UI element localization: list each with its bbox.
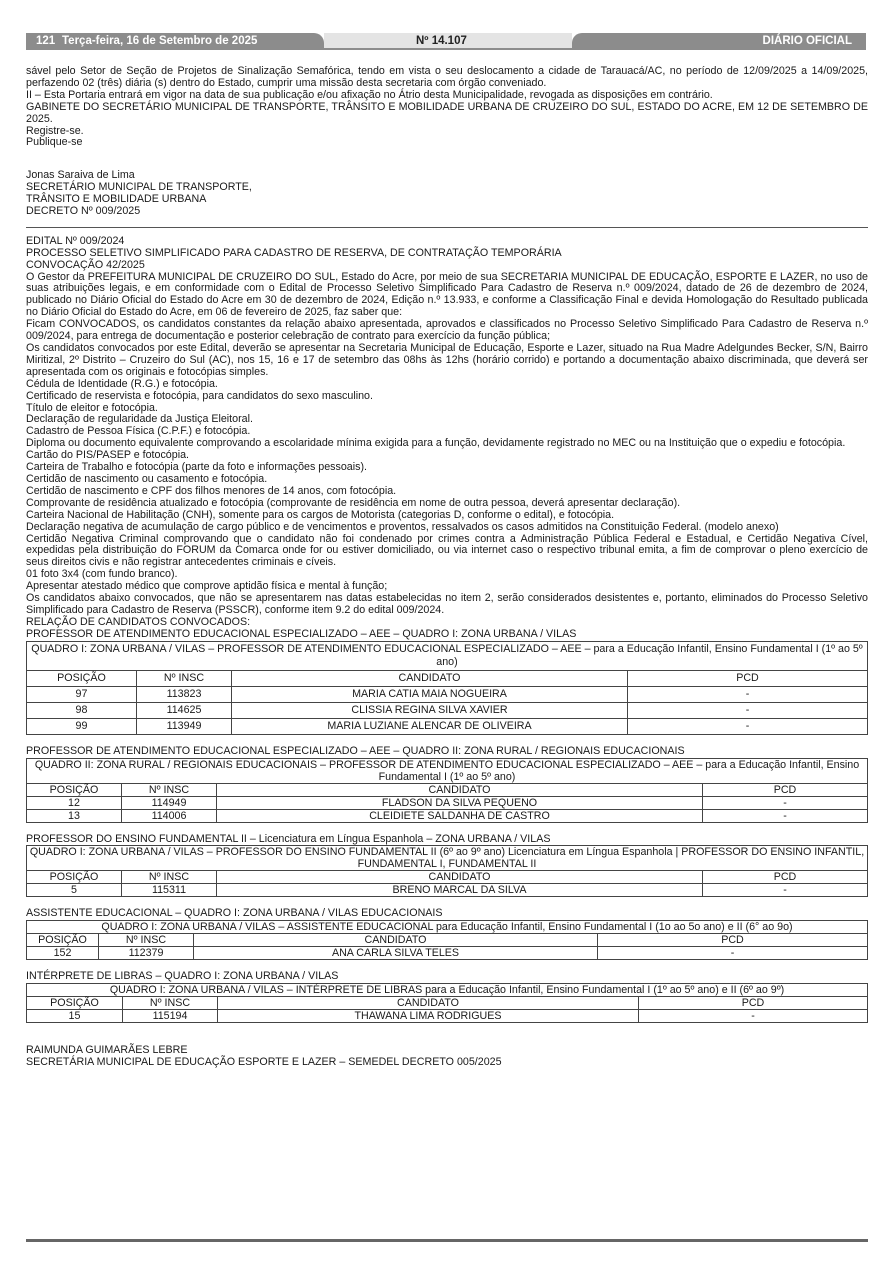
table-cell: 99: [27, 718, 137, 734]
candidate-table: [26, 641, 868, 735]
column-header: Nº INSC: [123, 997, 218, 1010]
table-row: [27, 1010, 868, 1023]
table-cell: 152: [27, 947, 99, 960]
table-cell: -: [703, 884, 868, 897]
table-cell: ANA CARLA SILVA TELES: [194, 947, 598, 960]
table-cell: 12: [27, 796, 122, 809]
edital-paragraph: Diploma ou documento equivalente comprovando a escolaridade mínima exigida para a função, devidamente registrado no MEC ou na Instituição que o expediu e fotocópia.: [26, 437, 846, 450]
publication-name: DIÁRIO OFICIAL: [762, 35, 852, 47]
section-heading: PROFESSOR DE ATENDIMENTO EDUCACIONAL ESPECIALIZADO – AEE – QUADRO II: ZONA RURAL / REGIONAIS EDUCACIONAIS: [26, 744, 685, 757]
candidate-table: [26, 983, 868, 1023]
table-cell: -: [598, 947, 868, 960]
table-header-row: [27, 871, 868, 884]
edital-paragraph: RELAÇÃO DE CANDIDATOS CONVOCADOS:: [26, 615, 251, 628]
table-cell: MARIA LUZIANE ALENCAR DE OLIVEIRA: [232, 718, 628, 734]
table-caption: QUADRO II: ZONA RURAL / REGIONAIS EDUCACIONAIS – PROFESSOR DE ATENDIMENTO EDUCACIONAL ESPECIALIZADO – AEE – para a Educação Infantil, Ensino Fundamental I (1º ao 5º ano): [27, 758, 868, 783]
column-header: Nº INSC: [122, 783, 217, 796]
page-content: [26, 66, 868, 1069]
table-cell: 15: [27, 1010, 123, 1023]
table-cell: 113823: [137, 686, 232, 702]
edital-paragraph: Carteira Nacional de Habilitação (CNH), somente para os cargos de Motorista (categorias D, conforme o edital), e fotocópia.: [26, 508, 615, 521]
issue-number: Nº 14.107: [416, 35, 467, 47]
table-caption: QUADRO I: ZONA URBANA / VILAS – INTÉRPRETE DE LIBRAS para a Educação Infantil, Ensino Fundamental I (1º ao 5º ano) e II (6º ao 9º): [27, 984, 868, 997]
edital-paragraph: Declaração negativa de acumulação de cargo público e de vencimentos e proventos, ressalvados os casos admitidos na Constituição Federal. (modelo anexo): [26, 520, 779, 533]
edital-paragraph: PROCESSO SELETIVO SIMPLIFICADO PARA CADASTRO DE RESERVA, DE CONTRATAÇÃO TEMPORÁRIA: [26, 246, 562, 259]
edital-block: [26, 236, 868, 629]
edital-paragraph: Título de eleitor e fotocópia.: [26, 401, 158, 414]
page-number: 121: [36, 35, 56, 47]
table-row: [27, 702, 868, 718]
candidate-table: [26, 920, 868, 960]
table-cell: -: [703, 809, 868, 822]
table-header-row: [27, 997, 868, 1010]
column-header: Nº INSC: [137, 670, 232, 686]
edital-paragraph: Certidão de nascimento ou casamento e fotocópia.: [26, 472, 268, 485]
section-divider: [26, 227, 868, 228]
edital-paragraph: CONVOCAÇÃO 42/2025: [26, 258, 145, 271]
closing-signature-title: SECRETÁRIA MUNICIPAL DE EDUCAÇÃO ESPORTE E LAZER – SEMEDEL DECRETO 005/2025: [26, 1056, 502, 1069]
table-cell: 113949: [137, 718, 232, 734]
signature-line: TRÂNSITO E MOBILIDADE URBANA: [26, 193, 207, 206]
table-cell: -: [628, 718, 868, 734]
edital-paragraph: Os candidatos convocados por este Edital, deverão se apresentar na Secretaria Municipal de Educação, Esporte e Lazer, situado na Rua Madre Adelgundes Becker, S/N, Bairro Miritizal, 2º Distrito – Cruzeiro do Sul (AC), nos 15, 16 e 17 de setembro das 08hs às 12hs (horário corrido) e portando a documentação abaixo discriminada, que deverá ser apresentada com os originais e fotocópias simples.: [26, 342, 868, 378]
table-cell: 114625: [137, 702, 232, 718]
closing-signature-name: RAIMUNDA GUIMARÃES LEBRE: [26, 1044, 188, 1057]
edital-paragraph: Declaração de regularidade da Justiça Eleitoral.: [26, 413, 253, 426]
paragraph: Registre-se.: [26, 124, 84, 137]
column-header: PCD: [639, 997, 868, 1010]
table-row: [27, 796, 868, 809]
portaria-block: [26, 66, 868, 218]
column-header: PCD: [628, 670, 868, 686]
table-cell: 114949: [122, 796, 217, 809]
table-caption: QUADRO I: ZONA URBANA / VILAS – PROFESSOR DE ATENDIMENTO EDUCACIONAL ESPECIALIZADO – AEE – para a Educação Infantil, Ensino Fundamental I (1º ao 5º ano): [27, 641, 868, 670]
bottom-rule: [26, 1239, 868, 1242]
candidate-sections: [26, 629, 868, 1035]
table-cell: -: [703, 796, 868, 809]
edital-paragraph: O Gestor da PREFEITURA MUNICIPAL DE CRUZEIRO DO SUL, Estado do Acre, por meio de sua SECRETARIA MUNICIPAL DE EDUCAÇÃO, ESPORTE E LAZER, no uso de suas atribuições legais, e em conformidade com o Edital de Processo Seletivo Simplificado Para Cadastro de Reserva n.º 009/2024, datado de 26 de dezembro de 2024, publicado no Diário Oficial do Estado do Acre em 30 de dezembro de 2024, Edição n.º 13.933, e conforme a Classificação Final e devida Homologação do Resultado publicada no Diário Oficial do Estado do Acre, em 06 de fevereiro de 2025, faz saber que:: [26, 270, 868, 319]
edital-paragraph: Comprovante de residência atualizado e fotocópia (comprovante de residência em nome de outra pessoa, deverá apresentar declaração).: [26, 496, 681, 509]
column-header: Nº INSC: [122, 871, 217, 884]
edital-paragraph: EDITAL Nº 009/2024: [26, 234, 125, 247]
edital-paragraph: Cadastro de Pessoa Física (C.P.F.) e fotocópia.: [26, 425, 251, 438]
column-header: CANDIDATO: [232, 670, 628, 686]
section-heading: PROFESSOR DE ATENDIMENTO EDUCACIONAL ESPECIALIZADO – AEE – QUADRO I: ZONA URBANA / VILAS: [26, 627, 577, 640]
edital-paragraph: Certidão de nascimento e CPF dos filhos menores de 14 anos, com fotocópia.: [26, 484, 397, 497]
edital-paragraph: Apresentar atestado médico que comprove aptidão física e mental à função;: [26, 580, 388, 593]
column-header: PCD: [703, 783, 868, 796]
table-row: [27, 718, 868, 734]
table-header-row: [27, 670, 868, 686]
column-header: PCD: [598, 934, 868, 947]
section-heading: ASSISTENTE EDUCACIONAL – QUADRO I: ZONA URBANA / VILAS EDUCACIONAIS: [26, 907, 443, 920]
edital-paragraph: Carteira de Trabalho e fotocópia (parte da foto e informações pessoais).: [26, 461, 368, 474]
column-header: POSIÇÃO: [27, 670, 137, 686]
column-header: POSIÇÃO: [27, 934, 99, 947]
table-cell: CLISSIA REGINA SILVA XAVIER: [232, 702, 628, 718]
page-header: [26, 33, 866, 50]
paragraph: II – Esta Portaria entrará em vigor na data de sua publicação e/ou afixação no Átrio desta Municipalidade, revogada as disposições em contrário.: [26, 88, 713, 101]
column-header: POSIÇÃO: [27, 871, 122, 884]
paragraph: Publique-se: [26, 136, 83, 149]
column-header: CANDIDATO: [217, 871, 703, 884]
signature-line: DECRETO Nº 009/2025: [26, 204, 141, 217]
paragraph: GABINETE DO SECRETÁRIO MUNICIPAL DE TRANSPORTE, TRÂNSITO E MOBILIDADE URBANA DE CRUZEIRO DO SUL, ESTADO DO ACRE, EM 12 DE SETEMBRO DE 2025.: [26, 100, 868, 125]
edital-paragraph: Cartão do PIS/PASEP e fotocópia.: [26, 449, 189, 462]
table-row: [27, 686, 868, 702]
edital-paragraph: Os candidatos abaixo convocados, que não se apresentarem nas datas estabelecidas no item 2, serão considerados desistentes e, portanto, eliminados do Processo Seletivo Simplificado para Cadastro de Reserva (PSSCR), conforme item 9.2 do edital 009/2024.: [26, 592, 868, 616]
table-cell: 114006: [122, 809, 217, 822]
table-cell: CLEIDIETE SALDANHA DE CASTRO: [217, 809, 703, 822]
table-cell: FLADSON DA SILVA PEQUENO: [217, 796, 703, 809]
table-cell: -: [628, 702, 868, 718]
edital-paragraph: Certificado de reservista e fotocópia, para candidatos do sexo masculino.: [26, 389, 373, 402]
table-caption: QUADRO I: ZONA URBANA / VILAS – ASSISTENTE EDUCACIONAL para Educação Infantil, Ensino Fundamental I (1o ao 5o ano) e II (6° ao 9o): [27, 921, 868, 934]
table-cell: -: [639, 1010, 868, 1023]
edital-paragraph: Ficam CONVOCADOS, os candidatos constantes da relação abaixo apresentada, aprovados e classificados no Processo Seletivo Simplificado Para Cadastro de Reserva n.º 009/2024, para entrega de documentação e posterior celebração de contrato para exercício da função pública;: [26, 318, 868, 343]
section-heading: PROFESSOR DO ENSINO FUNDAMENTAL II – Licenciatura em Língua Espanhola – ZONA URBANA / VILAS: [26, 832, 551, 845]
table-header-row: [27, 934, 868, 947]
column-header: CANDIDATO: [217, 783, 703, 796]
table-row: [27, 947, 868, 960]
table-cell: 112379: [99, 947, 194, 960]
table-cell: 97: [27, 686, 137, 702]
table-cell: 5: [27, 884, 122, 897]
table-cell: THAWANA LIMA RODRIGUES: [218, 1010, 639, 1023]
section-heading: INTÉRPRETE DE LIBRAS – QUADRO I: ZONA URBANA / VILAS: [26, 970, 339, 983]
table-cell: 13: [27, 809, 122, 822]
table-row: [27, 809, 868, 822]
signature-name: Jonas Saraiva de Lima: [26, 169, 135, 182]
edital-paragraph: Cédula de Identidade (R.G.) e fotocópia.: [26, 377, 218, 390]
table-cell: BRENO MARCAL DA SILVA: [217, 884, 703, 897]
candidate-table: [26, 845, 868, 897]
table-row: [27, 884, 868, 897]
column-header: Nº INSC: [99, 934, 194, 947]
table-caption: QUADRO I: ZONA URBANA / VILAS – PROFESSOR DO ENSINO FUNDAMENTAL II (6º ao 9º ano) Licenciatura em Língua Espanhola | PROFESSOR DO ENSINO INFANTIL, FUNDAMENTAL I, FUNDAMENTAL II: [27, 846, 868, 871]
table-cell: 98: [27, 702, 137, 718]
signature-line: SECRETÁRIO MUNICIPAL DE TRANSPORTE,: [26, 181, 252, 194]
table-cell: 115194: [123, 1010, 218, 1023]
column-header: CANDIDATO: [194, 934, 598, 947]
paragraph: sável pelo Setor de Seção de Projetos de Sinalização Semafórica, tendo em vista o seu deslocamento a cidade de Tarauacá/AC, no período de 12/09/2025 a 14/09/2025, perfazendo 02 (três) diária (s) dentro do Estado, cumprir uma missão desta secretaria com órgão conveniado.: [26, 65, 868, 89]
column-header: CANDIDATO: [218, 997, 639, 1010]
column-header: POSIÇÃO: [27, 997, 123, 1010]
candidate-table: [26, 758, 868, 823]
table-cell: -: [628, 686, 868, 702]
edital-paragraph: 01 foto 3x4 (com fundo branco).: [26, 568, 178, 581]
issue-date: Terça-feira, 16 de Setembro de 2025: [62, 35, 258, 47]
edital-paragraph: Certidão Negativa Criminal comprovando que o candidato não foi condenado por crimes contra a Administração Pública Federal e Estadual, e Certidão Negativa Cível, expedidas pela distribuição do FORUM da Comarca onde for ou estiver domiciliado, ou via internet caso o respectivo tribunal emita, a fim de comprovar o pleno exercício de seus direitos civis e não registrar antecedentes criminais e cíveis.: [26, 532, 868, 569]
table-header-row: [27, 783, 868, 796]
table-cell: 115311: [122, 884, 217, 897]
column-header: POSIÇÃO: [27, 783, 122, 796]
table-cell: MARIA CATIA MAIA NOGUEIRA: [232, 686, 628, 702]
column-header: PCD: [703, 871, 868, 884]
